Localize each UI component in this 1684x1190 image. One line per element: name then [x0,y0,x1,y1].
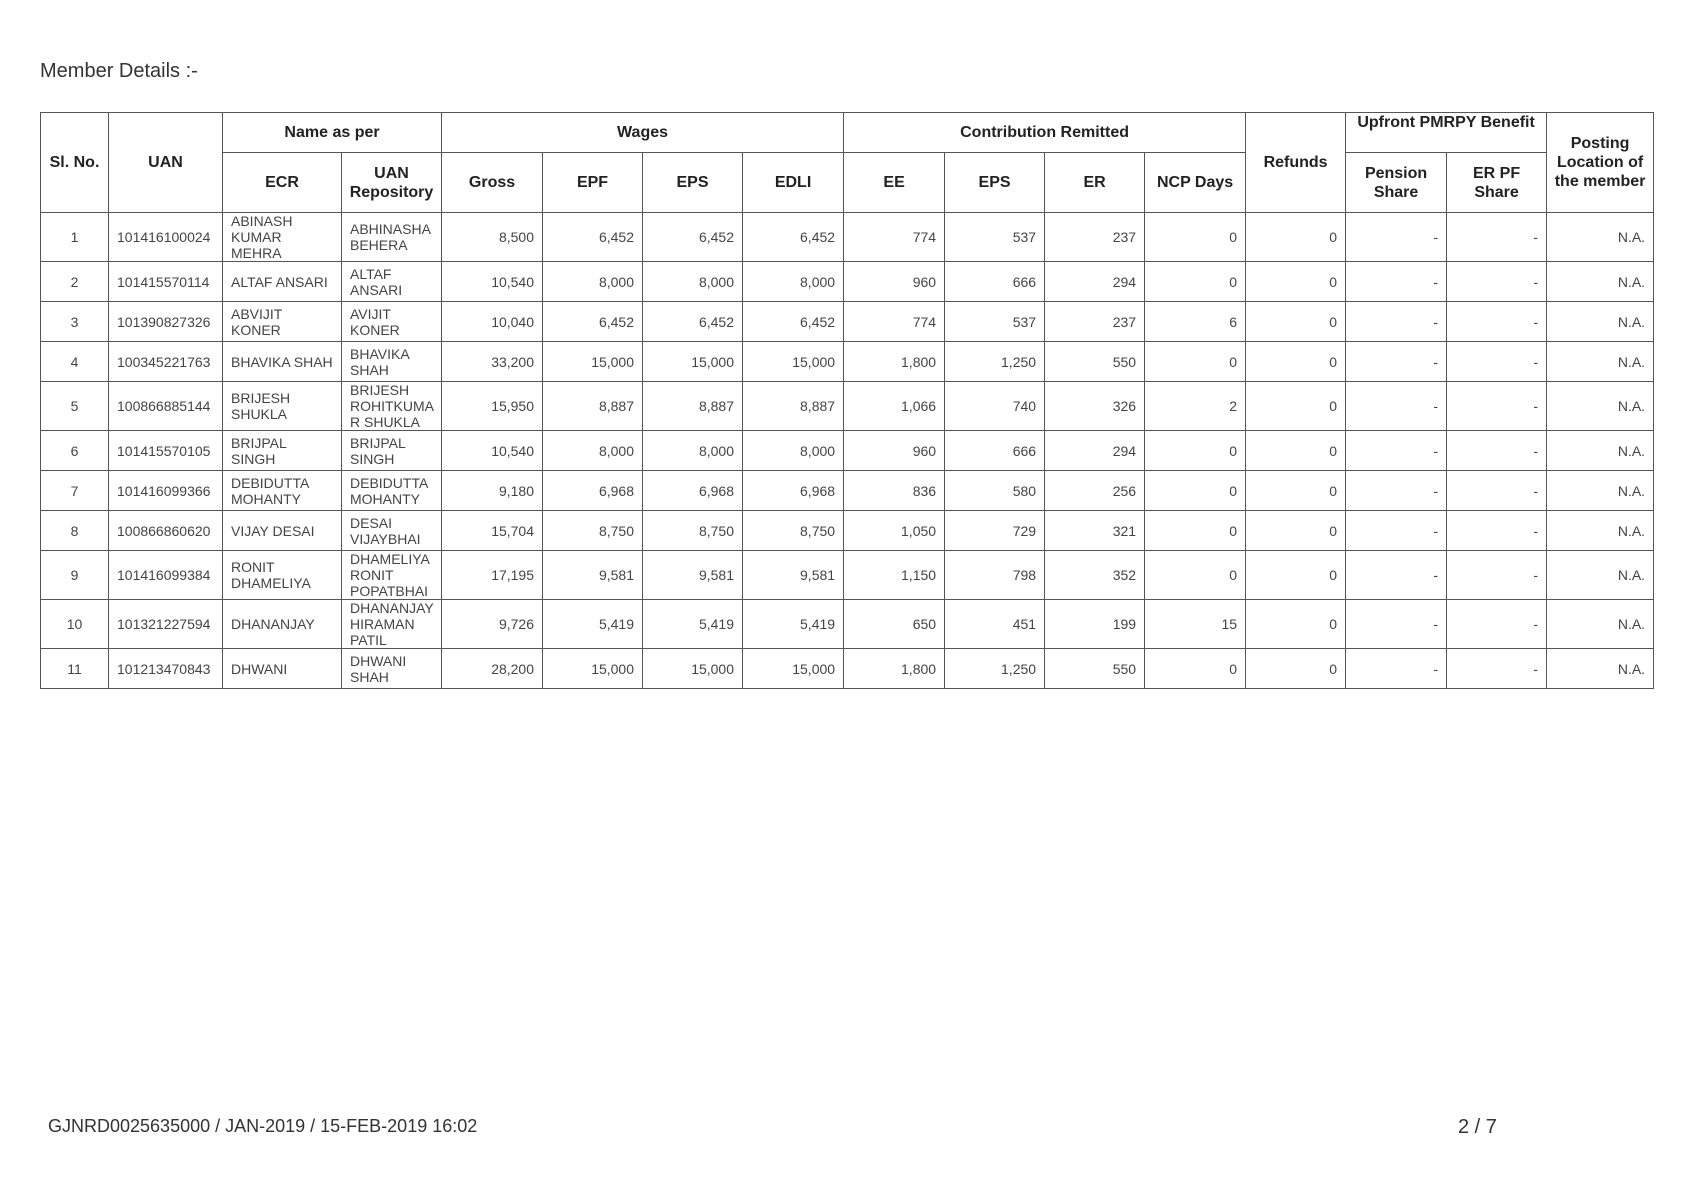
cell-uan: 101416100024 [109,213,223,262]
cell-eps: 5,419 [643,600,743,649]
cell-name-ecr: ABVIJIT KONER [223,302,342,342]
cell-gross: 15,950 [442,382,543,431]
cell-sl-no: 9 [41,551,109,600]
cell-ncp-days: 0 [1145,471,1246,511]
cell-eps: 9,581 [643,551,743,600]
table-row [41,551,1654,600]
cell-epf: 8,750 [543,511,643,551]
cell-name-uan-repository: DHAMELIYA RONIT POPATBHAI [342,551,442,600]
cell-refunds: 0 [1246,600,1346,649]
cell-epf: 8,887 [543,382,643,431]
cell-uan: 101415570105 [109,431,223,471]
cell-posting-location: N.A. [1547,213,1654,262]
cell-refunds: 0 [1246,342,1346,382]
cell-epf: 6,452 [543,213,643,262]
cell-uan: 101390827326 [109,302,223,342]
cell-gross: 15,704 [442,511,543,551]
cell-edli: 6,452 [743,302,844,342]
cell-er: 550 [1045,649,1145,689]
cell-pension-share: - [1346,471,1447,511]
header-sl-no: Sl. No. [41,113,109,213]
cell-epf: 9,581 [543,551,643,600]
header-name-as-per: Name as per [223,113,442,153]
cell-name-uan-repository: DHANANJAY HIRAMAN PATIL [342,600,442,649]
cell-name-ecr: RONIT DHAMELIYA [223,551,342,600]
table-row [41,262,1654,302]
cell-name-uan-repository: BRIJPAL SINGH [342,431,442,471]
cell-eps-contribution: 740 [945,382,1045,431]
cell-ee: 774 [844,213,945,262]
cell-uan: 100345221763 [109,342,223,382]
cell-eps-contribution: 451 [945,600,1045,649]
member-details-table [40,112,1654,689]
cell-edli: 8,887 [743,382,844,431]
cell-ee: 1,150 [844,551,945,600]
cell-ncp-days: 0 [1145,342,1246,382]
cell-edli: 9,581 [743,551,844,600]
cell-ee: 1,800 [844,342,945,382]
cell-er-pf-share: - [1447,471,1547,511]
cell-eps-contribution: 537 [945,302,1045,342]
cell-sl-no: 8 [41,511,109,551]
cell-gross: 9,180 [442,471,543,511]
header-ncp-days: NCP Days [1145,153,1246,213]
header-uan-repository: UAN Repository [342,153,442,213]
cell-edli: 8,000 [743,431,844,471]
header-edli: EDLI [743,153,844,213]
cell-er: 352 [1045,551,1145,600]
cell-ee: 836 [844,471,945,511]
header-ee: EE [844,153,945,213]
cell-edli: 15,000 [743,342,844,382]
header-er: ER [1045,153,1145,213]
cell-name-ecr: DHANANJAY [223,600,342,649]
table-row [41,431,1654,471]
cell-gross: 33,200 [442,342,543,382]
cell-pension-share: - [1346,302,1447,342]
cell-posting-location: N.A. [1547,649,1654,689]
section-title: Member Details :- [40,60,198,82]
table-row [41,342,1654,382]
cell-pension-share: - [1346,551,1447,600]
cell-edli: 6,968 [743,471,844,511]
header-pension-share: Pension Share [1346,153,1447,213]
cell-eps: 8,887 [643,382,743,431]
cell-eps: 15,000 [643,342,743,382]
cell-uan: 101321227594 [109,600,223,649]
cell-name-uan-repository: DHWANI SHAH [342,649,442,689]
cell-sl-no: 6 [41,431,109,471]
cell-ee: 774 [844,302,945,342]
cell-ncp-days: 0 [1145,551,1246,600]
cell-eps-contribution: 1,250 [945,342,1045,382]
cell-sl-no: 10 [41,600,109,649]
cell-posting-location: N.A. [1547,302,1654,342]
cell-posting-location: N.A. [1547,382,1654,431]
cell-ee: 960 [844,262,945,302]
cell-pension-share: - [1346,213,1447,262]
cell-er-pf-share: - [1447,213,1547,262]
cell-er-pf-share: - [1447,382,1547,431]
cell-pension-share: - [1346,649,1447,689]
cell-name-uan-repository: DESAI VIJAYBHAI [342,511,442,551]
table-row [41,213,1654,262]
cell-gross: 10,540 [442,431,543,471]
cell-er: 237 [1045,213,1145,262]
cell-er-pf-share: - [1447,342,1547,382]
cell-ncp-days: 0 [1145,213,1246,262]
cell-name-ecr: BRIJPAL SINGH [223,431,342,471]
cell-gross: 8,500 [442,213,543,262]
cell-eps: 6,452 [643,302,743,342]
cell-pension-share: - [1346,600,1447,649]
cell-er-pf-share: - [1447,511,1547,551]
cell-er: 237 [1045,302,1145,342]
cell-ncp-days: 0 [1145,431,1246,471]
cell-uan: 101415570114 [109,262,223,302]
cell-er-pf-share: - [1447,431,1547,471]
cell-refunds: 0 [1246,431,1346,471]
cell-name-uan-repository: ABHINASHA BEHERA [342,213,442,262]
cell-pension-share: - [1346,511,1447,551]
table-row [41,600,1654,649]
cell-name-uan-repository: BRIJESH ROHITKUMA R SHUKLA [342,382,442,431]
cell-er: 326 [1045,382,1145,431]
cell-posting-location: N.A. [1547,551,1654,600]
cell-sl-no: 2 [41,262,109,302]
cell-edli: 5,419 [743,600,844,649]
cell-ee: 1,066 [844,382,945,431]
header-contribution-remitted: Contribution Remitted [844,113,1246,153]
cell-epf: 15,000 [543,342,643,382]
cell-refunds: 0 [1246,302,1346,342]
cell-eps-contribution: 537 [945,213,1045,262]
cell-er-pf-share: - [1447,551,1547,600]
header-er-pf-share: ER PF Share [1447,153,1547,213]
cell-name-ecr: BRIJESH SHUKLA [223,382,342,431]
cell-epf: 5,419 [543,600,643,649]
cell-uan: 101416099384 [109,551,223,600]
cell-er: 294 [1045,262,1145,302]
cell-name-ecr: DHWANI [223,649,342,689]
footer-reference: GJNRD0025635000 / JAN-2019 / 15-FEB-2019 16:02 [48,1116,478,1136]
cell-refunds: 0 [1246,382,1346,431]
header-eps-contribution: EPS [945,153,1045,213]
cell-name-ecr: DEBIDUTTA MOHANTY [223,471,342,511]
cell-refunds: 0 [1246,262,1346,302]
cell-er: 294 [1045,431,1145,471]
cell-sl-no: 7 [41,471,109,511]
cell-eps-contribution: 729 [945,511,1045,551]
cell-refunds: 0 [1246,649,1346,689]
cell-sl-no: 5 [41,382,109,431]
cell-er-pf-share: - [1447,649,1547,689]
header-uan: UAN [109,113,223,213]
header-eps: EPS [643,153,743,213]
cell-eps: 8,000 [643,262,743,302]
member-rows [41,213,1654,689]
cell-name-ecr: BHAVIKA SHAH [223,342,342,382]
table-row [41,382,1654,431]
cell-er: 321 [1045,511,1145,551]
cell-posting-location: N.A. [1547,431,1654,471]
cell-name-ecr: VIJAY DESAI [223,511,342,551]
cell-eps: 6,452 [643,213,743,262]
cell-refunds: 0 [1246,551,1346,600]
header-gross: Gross [442,153,543,213]
cell-eps-contribution: 1,250 [945,649,1045,689]
header-refunds: Refunds [1246,113,1346,213]
cell-eps-contribution: 798 [945,551,1045,600]
cell-sl-no: 4 [41,342,109,382]
cell-ncp-days: 15 [1145,600,1246,649]
cell-edli: 15,000 [743,649,844,689]
cell-pension-share: - [1346,342,1447,382]
cell-name-uan-repository: DEBIDUTTA MOHANTY [342,471,442,511]
page-number: 2 / 7 [1458,1116,1497,1138]
cell-epf: 6,452 [543,302,643,342]
cell-pension-share: - [1346,431,1447,471]
cell-er-pf-share: - [1447,262,1547,302]
cell-edli: 8,000 [743,262,844,302]
cell-sl-no: 1 [41,213,109,262]
header-posting-location: Posting Location of the member [1547,113,1654,213]
cell-epf: 8,000 [543,431,643,471]
header-upfront-pmrpy-benefit: Upfront PMRPY Benefit [1346,113,1547,153]
cell-name-uan-repository: BHAVIKA SHAH [342,342,442,382]
cell-ee: 1,050 [844,511,945,551]
cell-er: 199 [1045,600,1145,649]
cell-epf: 15,000 [543,649,643,689]
cell-eps: 8,750 [643,511,743,551]
cell-pension-share: - [1346,382,1447,431]
cell-uan: 100866860620 [109,511,223,551]
cell-posting-location: N.A. [1547,511,1654,551]
cell-name-ecr: ALTAF ANSARI [223,262,342,302]
cell-name-uan-repository: ALTAF ANSARI [342,262,442,302]
cell-gross: 9,726 [442,600,543,649]
cell-ncp-days: 0 [1145,649,1246,689]
table-row [41,302,1654,342]
cell-eps: 6,968 [643,471,743,511]
header-ecr: ECR [223,153,342,213]
cell-ee: 650 [844,600,945,649]
cell-refunds: 0 [1246,511,1346,551]
cell-edli: 6,452 [743,213,844,262]
cell-name-ecr: ABINASH KUMAR MEHRA [223,213,342,262]
cell-sl-no: 3 [41,302,109,342]
cell-ncp-days: 6 [1145,302,1246,342]
cell-ncp-days: 0 [1145,262,1246,302]
cell-uan: 101213470843 [109,649,223,689]
cell-gross: 10,540 [442,262,543,302]
cell-sl-no: 11 [41,649,109,689]
cell-posting-location: N.A. [1547,600,1654,649]
cell-posting-location: N.A. [1547,342,1654,382]
cell-eps: 15,000 [643,649,743,689]
cell-ncp-days: 2 [1145,382,1246,431]
cell-uan: 100866885144 [109,382,223,431]
cell-posting-location: N.A. [1547,471,1654,511]
cell-eps: 8,000 [643,431,743,471]
cell-eps-contribution: 580 [945,471,1045,511]
table-row [41,649,1654,689]
cell-er-pf-share: - [1447,302,1547,342]
cell-gross: 17,195 [442,551,543,600]
cell-eps-contribution: 666 [945,431,1045,471]
cell-refunds: 0 [1246,213,1346,262]
cell-edli: 8,750 [743,511,844,551]
table-row [41,511,1654,551]
cell-epf: 8,000 [543,262,643,302]
header-epf: EPF [543,153,643,213]
cell-refunds: 0 [1246,471,1346,511]
cell-gross: 28,200 [442,649,543,689]
cell-ee: 1,800 [844,649,945,689]
cell-ncp-days: 0 [1145,511,1246,551]
table-row [41,471,1654,511]
cell-pension-share: - [1346,262,1447,302]
cell-er: 256 [1045,471,1145,511]
cell-ee: 960 [844,431,945,471]
cell-name-uan-repository: AVIJIT KONER [342,302,442,342]
cell-epf: 6,968 [543,471,643,511]
cell-gross: 10,040 [442,302,543,342]
header-wages: Wages [442,113,844,153]
cell-er-pf-share: - [1447,600,1547,649]
cell-uan: 101416099366 [109,471,223,511]
cell-posting-location: N.A. [1547,262,1654,302]
cell-er: 550 [1045,342,1145,382]
cell-eps-contribution: 666 [945,262,1045,302]
